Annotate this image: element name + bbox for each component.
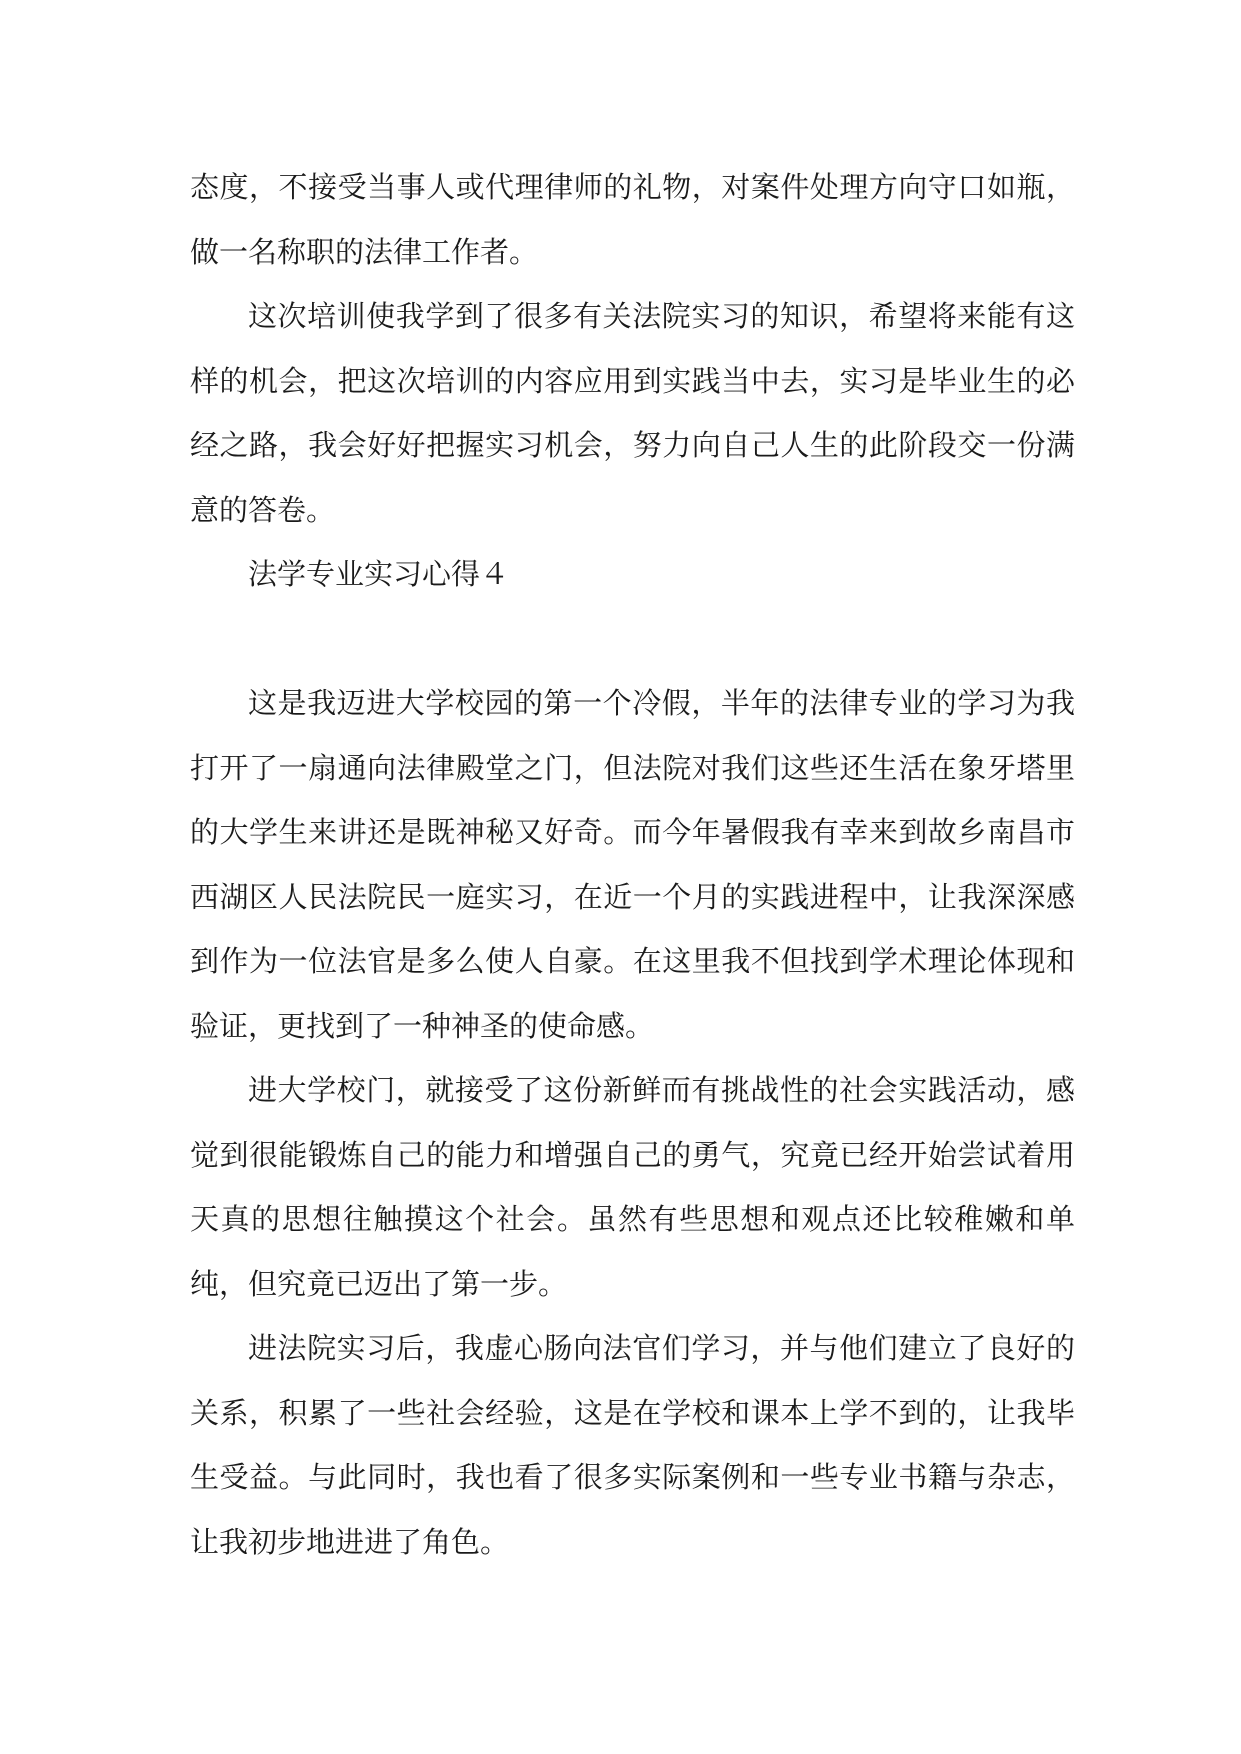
paragraph-social-practice: 进大学校门，就接受了这份新鲜而有挑战性的社会实践活动，感觉到很能锻炼自己的能力和增强自己的勇气，究竟已经开始尝试着用天真的思想往触摸这个社会。虽然有些思想和观点还比较稚嫩和单纯，但究竟已迈出了第一步。 bbox=[190, 1073, 1075, 1301]
document-body bbox=[190, 155, 1075, 1574]
paragraph-continuation: 态度，不接受当事人或代理律师的礼物，对案件处理方向守口如瓶，做一名称职的法律工作者。 bbox=[190, 170, 1075, 269]
paragraph-court-internship: 进法院实习后，我虚心肠向法官们学习，并与他们建立了良好的关系，积累了一些社会经验，这是在学校和课本上学不到的，让我毕生受益。与此同时，我也看了很多实际案例和一些专业书籍与杂志，让我初步地进进了角色。 bbox=[190, 1331, 1075, 1559]
paragraph-intro: 这是我迈进大学校园的第一个冷假，半年的法律专业的学习为我打开了一扇通向法律殿堂之门，但法院对我们这些还生活在象牙塔里的大学生来讲还是既神秘又好奇。而今年暑假我有幸来到故乡南昌市西湖区人民法院民一庭实习，在近一个月的实践进程中，让我深深感到作为一位法官是多么使人自豪。在这里我不但找到学术理论体现和验证，更找到了一种神圣的使命感。 bbox=[190, 686, 1075, 1043]
section-heading: 法学专业实习心得４ bbox=[248, 557, 510, 591]
paragraph-training-summary: 这次培训使我学到了很多有关法院实习的知识，希望将来能有这样的机会，把这次培训的内容应用到实践当中去，实习是毕业生的必经之路，我会好好把握实习机会，努力向自己人生的此阶段交一份满意的答卷。 bbox=[190, 299, 1075, 527]
